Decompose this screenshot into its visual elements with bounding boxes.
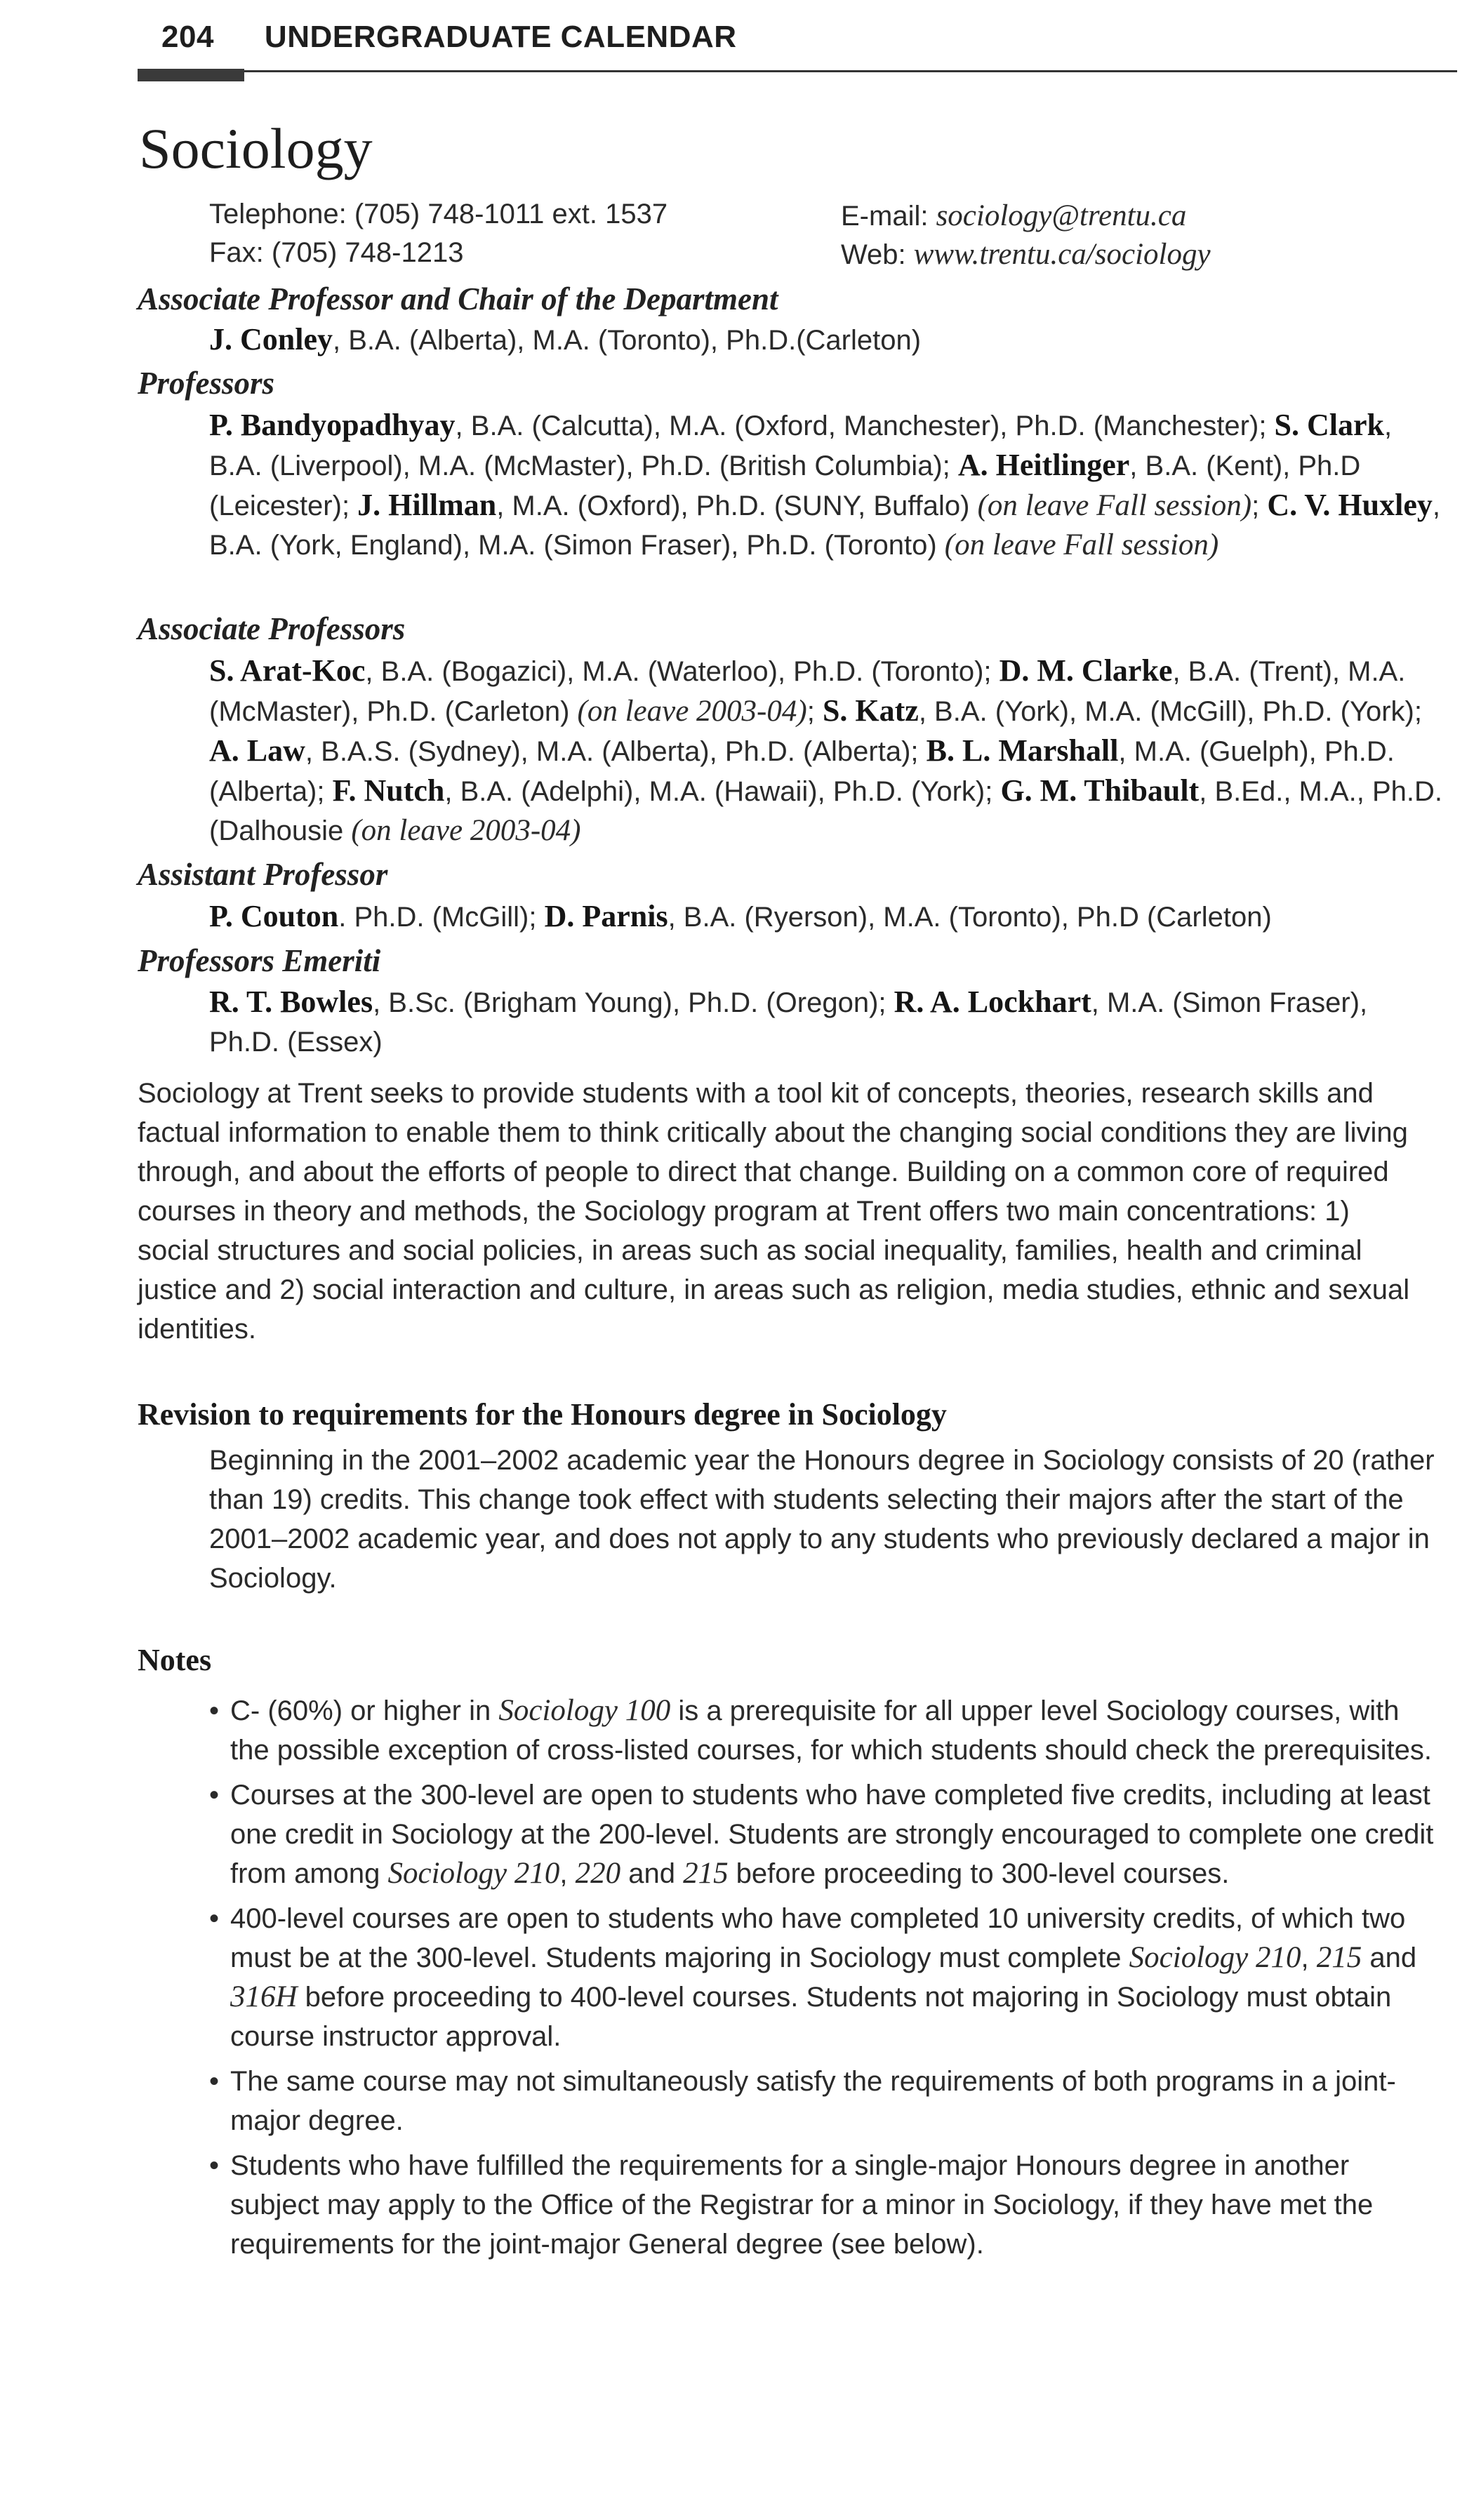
rank-professors-emeriti: Professors Emeriti xyxy=(138,943,381,978)
faculty-credentials: , B.A. (Ryerson), M.A. (Toronto), Ph.D (Carleton) xyxy=(668,902,1272,933)
note-item xyxy=(209,2146,1445,2264)
faculty-name: B. L. Marshall xyxy=(926,733,1119,768)
faculty-credentials: , B.A. (Bogazici), M.A. (Waterloo), Ph.D. (Toronto); xyxy=(365,656,999,687)
faculty-name: C. V. Huxley xyxy=(1267,488,1433,522)
note-text: The same course may not simultaneously satisfy the requirements of both programs in a joint-major degree. xyxy=(230,2066,1396,2136)
separator: ; xyxy=(806,696,823,727)
course-ref: Sociology 100 xyxy=(498,1694,671,1727)
faculty-credentials: , M.A. (Guelph), Ph.D. (Alberta); xyxy=(209,736,1395,807)
note-text: before proceeding to 300-level courses. xyxy=(728,1858,1230,1889)
faculty-credentials: , M.A. (Oxford), Ph.D. (SUNY, Buffalo) xyxy=(496,491,978,521)
course-ref: 215 xyxy=(1316,1941,1362,1974)
course-ref: 220 xyxy=(575,1857,621,1890)
faculty-name: P. Bandyopadhyay xyxy=(209,408,456,442)
notes-heading: Notes xyxy=(138,1643,212,1677)
note-text: and xyxy=(1362,1942,1417,1973)
faculty-name: A. Heitlinger xyxy=(957,448,1130,482)
course-ref: Sociology 210 xyxy=(1129,1941,1301,1974)
leave-note: (on leave Fall session) xyxy=(944,528,1219,561)
revision-text: Beginning in the 2001–2002 academic year the Honours degree in Sociology consists of 20 (rather than 19) credits. This change took effect with students selecting their majors after the start of the 2001–2002 academic year, and does not apply to any students who previously declared a major in Sociology. xyxy=(209,1445,1435,1594)
faculty-credentials: , B.A. (Alberta), M.A. (Toronto), Ph.D.(Carleton) xyxy=(333,325,922,356)
rank-associate-professors: Associate Professors xyxy=(138,611,406,646)
running-head xyxy=(161,20,737,55)
header-rule-accent xyxy=(138,69,244,81)
rank-professors: Professors xyxy=(138,366,275,401)
bullet-icon: • xyxy=(209,1695,220,1726)
note-text: C- (60%) or higher in xyxy=(230,1695,499,1726)
note-text: , xyxy=(1301,1942,1317,1973)
note-text: before proceeding to 400-level courses. Students not majoring in Sociology must obtain course instructor approval. xyxy=(230,1982,1392,2052)
faculty-name: F. Nutch xyxy=(332,773,445,808)
page-title: Sociology xyxy=(139,116,373,180)
faculty-credentials: . Ph.D. (McGill); xyxy=(338,902,545,933)
faculty-name: G. M. Thibault xyxy=(1000,773,1200,808)
fax: Fax: (705) 748-1213 xyxy=(209,237,464,268)
rank-assistant-professor: Assistant Professor xyxy=(138,857,388,892)
faculty-credentials: , B.A.S. (Sydney), M.A. (Alberta), Ph.D. (Alberta); xyxy=(305,736,927,767)
calendar-name: UNDERGRADUATE CALENDAR xyxy=(264,20,737,54)
faculty-name: S. Clark xyxy=(1274,408,1385,442)
note-item xyxy=(209,2062,1445,2140)
leave-note: (on leave 2003-04) xyxy=(351,814,581,847)
revision-heading: Revision to requirements for the Honours degree in Sociology xyxy=(138,1397,947,1432)
faculty-name: J. Conley xyxy=(209,322,333,356)
faculty-credentials: , M.A. (Simon Fraser), Ph.D. (Essex) xyxy=(209,987,1368,1058)
faculty-credentials: , B.A. (York), M.A. (McGill), Ph.D. (York); xyxy=(918,696,1422,727)
assistant-professor-list xyxy=(209,897,1445,937)
faculty-credentials: , B.Ed., M.A., Ph.D. (Dalhousie xyxy=(209,776,1443,846)
note-text: and xyxy=(620,1858,684,1889)
course-ref: 316H xyxy=(230,1980,298,2013)
faculty-credentials: , B.A. (Adelphi), M.A. (Hawaii), Ph.D. (York); xyxy=(444,776,1001,807)
web-link[interactable]: www.trentu.ca/sociology xyxy=(913,238,1211,271)
faculty-name: J. Hillman xyxy=(357,488,497,522)
chair-list xyxy=(209,320,1445,360)
bullet-icon: • xyxy=(209,2150,220,2181)
separator: ; xyxy=(1251,491,1268,521)
bullet-icon: • xyxy=(209,1903,220,1934)
faculty-name: P. Couton xyxy=(209,899,339,933)
note-text: 400-level courses are open to students who have completed 10 university credits, of which two must be at the 300-level. Students majoring in Sociology must complete xyxy=(230,1903,1406,1973)
associate-professors-list xyxy=(209,651,1445,851)
notes-list xyxy=(209,1691,1445,2269)
email-label: E-mail: xyxy=(841,201,936,232)
web-line xyxy=(841,237,1211,272)
faculty-name: R. A. Lockhart xyxy=(894,985,1091,1019)
faculty-credentials: , B.Sc. (Brigham Young), Ph.D. (Oregon); xyxy=(373,987,894,1018)
email-link[interactable]: sociology@trentu.ca xyxy=(936,199,1187,232)
note-item xyxy=(209,1775,1445,1893)
note-text: Students who have fulfilled the requirements for a single-major Honours degree in another subject may apply to the Office of the Registrar for a minor in Sociology, if they have met the requirements for the joint-major General degree (see below). xyxy=(230,2150,1374,2260)
page-number: 204 xyxy=(161,20,214,54)
emeriti-list xyxy=(209,982,1445,1062)
bullet-icon: • xyxy=(209,1780,220,1811)
note-text: is a prerequisite for all upper level Sociology courses, with the possible exception of cross-listed courses, for which students should check the prerequisites. xyxy=(230,1695,1432,1766)
leave-note: (on leave 2003-04) xyxy=(577,695,807,728)
faculty-credentials: , B.A. (York, England), M.A. (Simon Fraser), Ph.D. (Toronto) xyxy=(209,491,1440,561)
faculty-credentials: , B.A. (Liverpool), M.A. (McMaster), Ph.D. (British Columbia); xyxy=(209,411,1393,481)
faculty-credentials: , B.A. (Kent), Ph.D (Leicester); xyxy=(209,451,1361,521)
email-line xyxy=(841,199,1186,233)
rank-chair: Associate Professor and Chair of the Department xyxy=(138,281,778,316)
faculty-name: S. Katz xyxy=(822,693,919,728)
note-text: , xyxy=(559,1858,576,1889)
note-text: Courses at the 300-level are open to students who have completed five credits, including at least one credit in Sociology at the 200-level. Students are strongly encouraged to complete one credit from among xyxy=(230,1780,1434,1889)
header-rule xyxy=(138,70,1457,72)
faculty-name: R. T. Bowles xyxy=(209,985,373,1019)
web-label: Web: xyxy=(841,239,914,270)
faculty-name: A. Law xyxy=(209,733,305,768)
faculty-name: D. Parnis xyxy=(544,899,668,933)
professors-list xyxy=(209,406,1445,565)
course-ref: 215 xyxy=(683,1857,729,1890)
course-ref: Sociology 210 xyxy=(387,1857,560,1890)
faculty-name: D. M. Clarke xyxy=(999,653,1173,688)
faculty-name: S. Arat-Koc xyxy=(209,653,366,688)
leave-note: (on leave Fall session) xyxy=(977,489,1252,522)
note-item xyxy=(209,1691,1445,1770)
note-item xyxy=(209,1899,1445,2056)
telephone: Telephone: (705) 748-1011 ext. 1537 xyxy=(209,199,668,229)
faculty-credentials: , B.A. (Calcutta), M.A. (Oxford, Manchester), Ph.D. (Manchester); xyxy=(455,411,1275,441)
program-description: Sociology at Trent seeks to provide students with a tool kit of concepts, theories, research skills and factual information to enable them to think critically about the changing social conditions they are living through, and about the efforts of people to direct that change. Building on a common core of required courses in theory and methods, the Sociology program at Trent offers two main concentrations: 1) social structures and social policies, in areas such as social inequality, families, health and criminal justice and 2) social interaction and culture, in areas such as religion, media studies, ethnic and sexual identities. xyxy=(138,1078,1410,1345)
bullet-icon: • xyxy=(209,2066,220,2097)
faculty-credentials: , B.A. (Trent), M.A. (McMaster), Ph.D. (Carleton) xyxy=(209,656,1406,727)
